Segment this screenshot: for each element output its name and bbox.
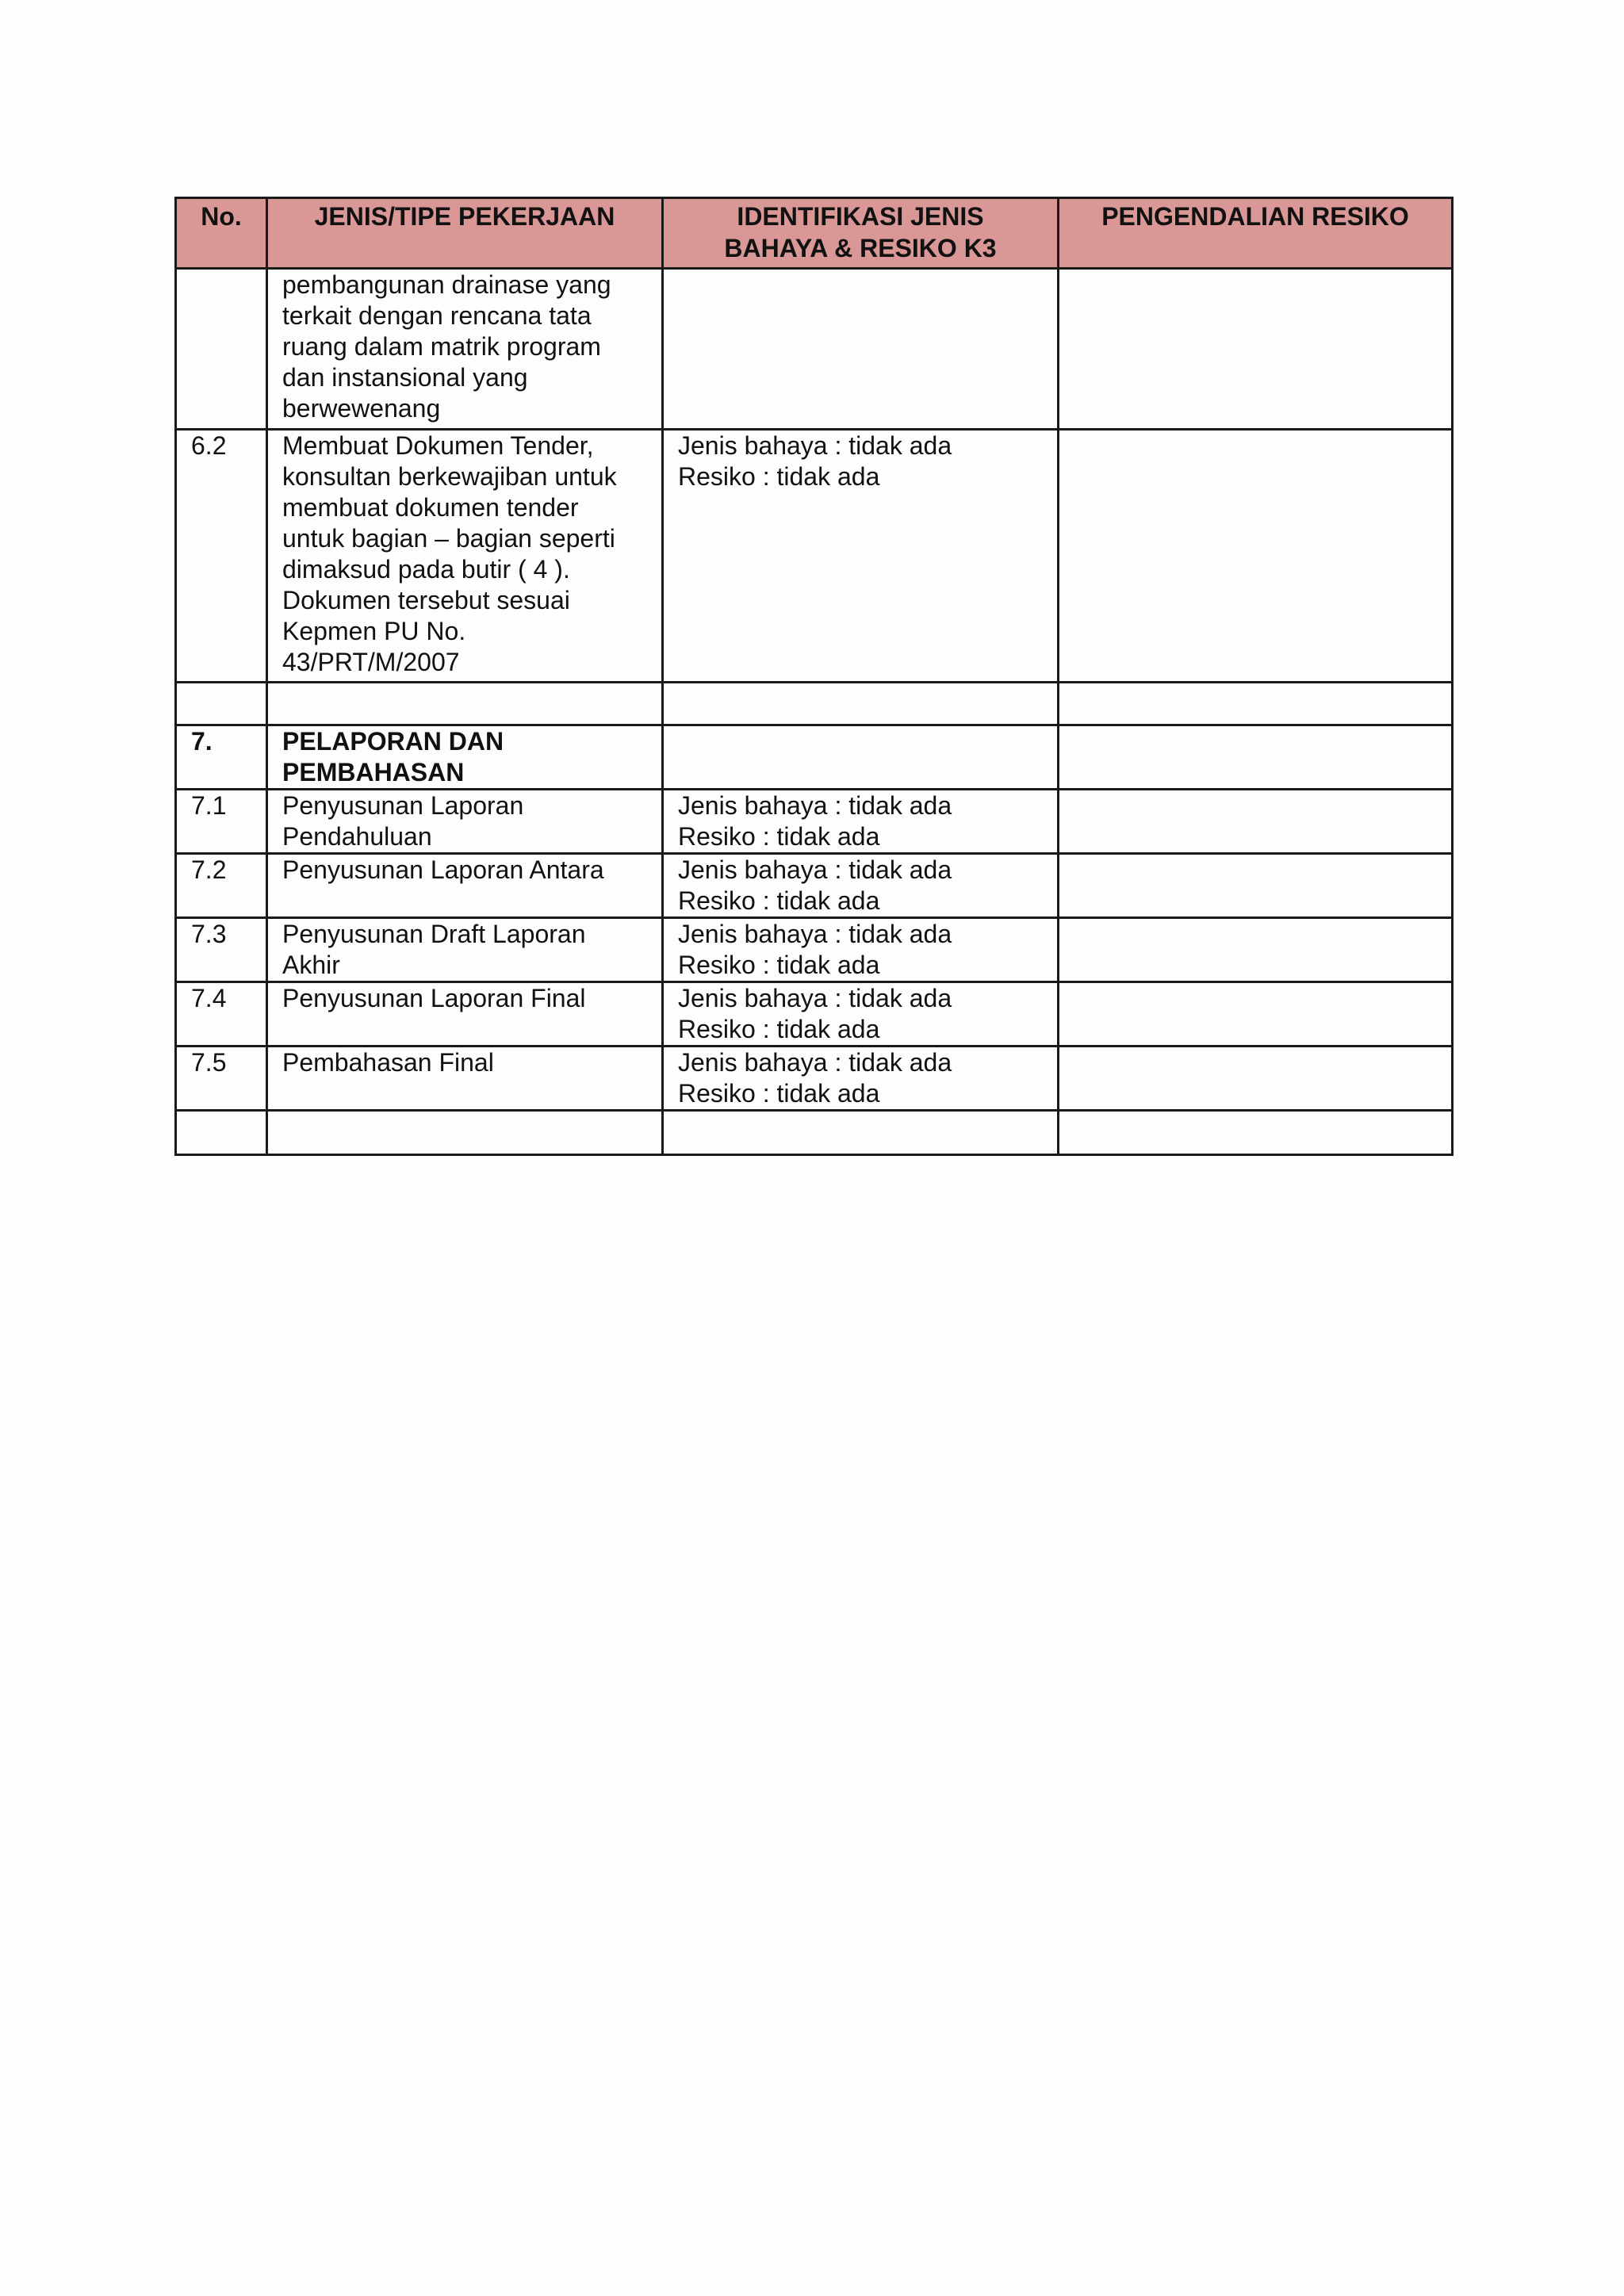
table-row	[176, 1111, 1453, 1155]
cell-hazard	[663, 790, 1059, 854]
risk-text: Resiko : tidak ada	[678, 951, 880, 979]
cell-job-line: 43/PRT/M/2007	[282, 648, 460, 676]
cell-job-line: Pendahuluan	[282, 822, 432, 851]
table-header	[176, 198, 1453, 269]
risk-text: Resiko : tidak ada	[678, 1079, 880, 1108]
table-row	[176, 1047, 1453, 1111]
hazard-type-text: Jenis bahaya : tidak ada	[678, 1048, 952, 1077]
cell-job	[267, 269, 663, 430]
table-row	[176, 918, 1453, 982]
hazard-type-text: Jenis bahaya : tidak ada	[678, 984, 952, 1012]
header-hazard-line-2: BAHAYA & RESIKO K3	[724, 234, 997, 262]
cell-no: 7.	[176, 725, 267, 790]
cell-job-line: Penyusunan Draft Laporan	[282, 920, 586, 948]
k3-risk-table	[174, 197, 1454, 1156]
cell-job	[267, 725, 663, 790]
cell-control	[1059, 854, 1453, 918]
cell-control	[1059, 1111, 1453, 1155]
risk-text: Resiko : tidak ada	[678, 822, 880, 851]
cell-job	[267, 918, 663, 982]
table-row	[176, 430, 1453, 683]
cell-job-line: Pembahasan Final	[282, 1048, 494, 1077]
risk-text: Resiko : tidak ada	[678, 1015, 880, 1043]
table-row	[176, 790, 1453, 854]
cell-job-line: terkait dengan rencana tata	[282, 301, 592, 330]
cell-job	[267, 1047, 663, 1111]
header-hazard-identification	[663, 198, 1059, 269]
cell-control	[1059, 790, 1453, 854]
cell-hazard	[663, 725, 1059, 790]
cell-control	[1059, 430, 1453, 683]
cell-job	[267, 982, 663, 1047]
cell-job-line: Penyusunan Laporan Final	[282, 984, 586, 1012]
cell-job-line: Membuat Dokumen Tender,	[282, 431, 594, 460]
table-row	[176, 854, 1453, 918]
cell-job	[267, 1111, 663, 1155]
hazard-type-text: Jenis bahaya : tidak ada	[678, 920, 952, 948]
cell-no: 7.2	[176, 854, 267, 918]
cell-control	[1059, 725, 1453, 790]
cell-job-line: ruang dalam matrik program	[282, 332, 601, 361]
table-row	[176, 982, 1453, 1047]
cell-hazard	[663, 683, 1059, 725]
cell-job	[267, 790, 663, 854]
table-row-section	[176, 725, 1453, 790]
cell-job-line: berwewenang	[282, 394, 441, 423]
cell-no	[176, 683, 267, 725]
cell-no: 7.3	[176, 918, 267, 982]
cell-job	[267, 683, 663, 725]
cell-no	[176, 1111, 267, 1155]
cell-job-line: untuk bagian – bagian seperti	[282, 524, 615, 553]
cell-no: 7.1	[176, 790, 267, 854]
cell-job-line: PEMBAHASAN	[282, 758, 465, 786]
hazard-type-text: Jenis bahaya : tidak ada	[678, 791, 952, 820]
cell-control	[1059, 683, 1453, 725]
cell-no: 7.4	[176, 982, 267, 1047]
header-job-type: JENIS/TIPE PEKERJAAN	[267, 198, 663, 269]
cell-hazard	[663, 1047, 1059, 1111]
cell-control	[1059, 1047, 1453, 1111]
cell-job-line: Penyusunan Laporan	[282, 791, 524, 820]
cell-hazard	[663, 918, 1059, 982]
header-risk-control: PENGENDALIAN RESIKO	[1059, 198, 1453, 269]
cell-hazard	[663, 269, 1059, 430]
table-row	[176, 269, 1453, 430]
cell-no: 7.5	[176, 1047, 267, 1111]
hazard-type-text: Jenis bahaya : tidak ada	[678, 431, 952, 460]
cell-no: 6.2	[176, 430, 267, 683]
cell-control	[1059, 982, 1453, 1047]
risk-text: Resiko : tidak ada	[678, 462, 880, 491]
risk-text: Resiko : tidak ada	[678, 886, 880, 915]
cell-job-line: dan instansional yang	[282, 363, 528, 392]
cell-no	[176, 269, 267, 430]
cell-job	[267, 430, 663, 683]
header-hazard-line-1: IDENTIFIKASI JENIS	[737, 202, 984, 231]
cell-job-line: Dokumen tersebut sesuai	[282, 586, 570, 614]
table-body	[176, 269, 1453, 1155]
cell-hazard	[663, 854, 1059, 918]
header-row	[176, 198, 1453, 269]
cell-job-line: Penyusunan Laporan Antara	[282, 855, 604, 884]
table-row	[176, 683, 1453, 725]
cell-control	[1059, 918, 1453, 982]
cell-job-line: PELAPORAN DAN	[282, 727, 504, 756]
cell-hazard	[663, 982, 1059, 1047]
cell-job-line: membuat dokumen tender	[282, 493, 579, 522]
hazard-type-text: Jenis bahaya : tidak ada	[678, 855, 952, 884]
cell-job-line: dimaksud pada butir ( 4 ).	[282, 555, 570, 584]
cell-hazard	[663, 430, 1059, 683]
cell-job	[267, 854, 663, 918]
cell-hazard	[663, 1111, 1059, 1155]
cell-job-line: pembangunan drainase yang	[282, 270, 611, 299]
cell-job-line: Akhir	[282, 951, 340, 979]
cell-job-line: konsultan berkewajiban untuk	[282, 462, 617, 491]
cell-control	[1059, 269, 1453, 430]
header-no: No.	[176, 198, 267, 269]
cell-job-line: Kepmen PU No.	[282, 617, 466, 645]
